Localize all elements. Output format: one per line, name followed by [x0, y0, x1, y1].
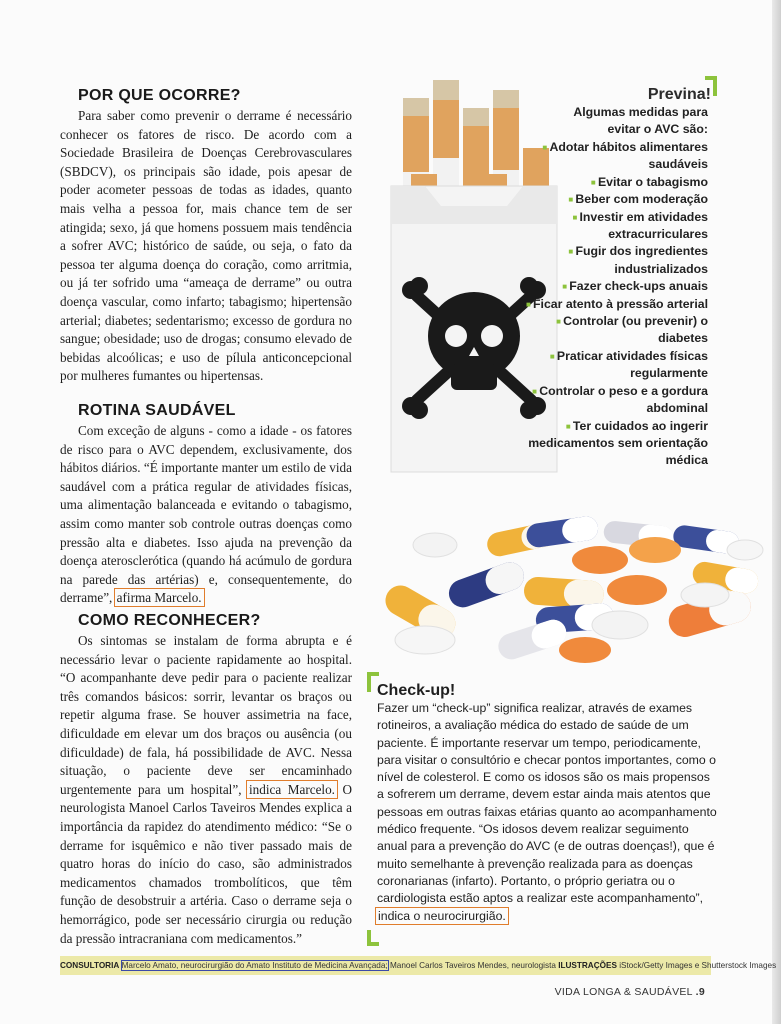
previna-item: ■ Praticar atividades físicas regularmente	[518, 348, 708, 383]
attribution-indica-neurocirurgiao: indica o neurocirurgião.	[378, 908, 506, 923]
previna-title: Previna!	[647, 86, 711, 103]
section-body-rotina-saudavel	[60, 422, 352, 608]
attribution-afirma-marcelo: afirma Marcelo.	[116, 590, 202, 606]
section-heading-como-reconhecer: COMO RECONHECER?	[78, 612, 261, 629]
credits-label: CONSULTORIA	[60, 961, 120, 970]
rotina-text: Com exceção de alguns - como a idade - os fatores de risco para o AVC dependem, exclusivamente, dos hábitos diários. “É importante manter um estilo de vida saudável com a prática regular de atividades físicas, uma alimentação balanceada e evitando o tabagismo, assim como manter sob controle outras doenças como pressão alta e diabetes. Isso ajuda na prevenção da doença aterosclerótica (quando há acúmulo de gordura na parede das artérias) e, consequentemente, do derrame”,	[60, 423, 352, 606]
credits-consultant-mendes: Manoel Carlos Taveiros Mendes, neurologista	[389, 961, 556, 970]
credits-consultant-amato: Marcelo Amato, neurocirurgião do Amato Instituto de Medicina Avançada;	[121, 961, 388, 970]
page-fold-shadow	[772, 0, 781, 1024]
checkup-title: Check-up!	[377, 682, 456, 699]
reconhecer-text-b: O neurologista Manoel Carlos Taveiros Mendes explica a importância da rapidez do atendimento médico: “Se o derrame for isquêmico e não tiver passado mais de quatro horas do início do caso, são administrados medicamentos chamados trombolíticos, que têm função de desobstruir a artéria. Caso o derrame seja o hemorrágico, pode ser necessário cirurgia ou redução da pressão intracraniana com medicamentos.”	[60, 781, 353, 946]
checkup-body: Fazer um “check-up” significa realizar, através de exames rotineiros, a avaliação médica do estado de saúde de um paciente. É importante reservar um tempo, periodicamente, para visitar o consultório e checar pontos importantes, como o nível de colesterol. E como os idosos são os mais propensos a sofrerem um derrame, devem estar ainda mais atentos que pessoas em outras faixas etárias quanto ao acompanhamento médico frequente. “Os idosos devem realizar seguimento anual para a prevenção do AVC (e de outras doenças!), que é muito semelhante à prevenção realizada para as doenças coronarianas (infarto). Portanto, o próprio geriatra ou o cardiologista estão aptos a realizar este acompanhamento”,	[377, 701, 717, 906]
footer-page-number: 9	[698, 986, 705, 998]
reconhecer-text-a: Os sintomas se instalam de forma abrupta e é necessário levar o paciente rapidamente ao hospital. “O acompanhante deve pedir para o paciente realizar três comandos básicos: sorrir, levantar os braços ou repetir alguma frase. Se houver assimetria na face, dificuldade em elevar um dos braços ou ausência (ou dificuldade) de fala, há possibilidade de AVC. Nessa situação, o paciente deve ser encaminhado urgentemente para um hospital”,	[60, 633, 352, 797]
checkup-corner-bracket-bottom	[367, 930, 379, 946]
credits-illustrations: iStock/Getty Images e Shutterstock Images	[619, 961, 777, 970]
previna-item: ■ Ficar atento à pressão arterial	[518, 296, 708, 313]
page-footer: VIDA LONGA & SAUDÁVEL .9	[554, 986, 705, 998]
credits-illustrations-label: ILUSTRAÇÕES	[558, 961, 617, 970]
previna-list	[518, 139, 708, 470]
section-heading-rotina-saudavel: ROTINA SAUDÁVEL	[78, 402, 236, 419]
previna-item: ■ Evitar o tabagismo	[518, 174, 708, 191]
previna-item: ■ Beber com moderação	[518, 191, 708, 208]
section-body-por-que-ocorre: Para saber como prevenir o derrame é necessário conhecer os fatores de risco. De acordo com a Sociedade Brasileira de Doenças Cerebrovasculares (SBDCV), os principais são idade, pois apesar de poder acometer pessoas de todas as idades, quanto mais velha a pessoa for, mais chance tem de ser atingida; sexo, já que homens possuem mais tendência a sofrer AVC; histórico de saúde, ou seja, o fato da pessoa ter alguma doença do coração, como arritmia, ou já ter sofrido uma “ameaça de derrame” ou outra doença vascular, como infarto; tabagismo; hipertensão arterial; diabetes; sedentarismo; excesso de gordura no sangue; obesidade; uso de drogas; consumo elevado de bebidas alcoólicas; e uso de pílula anticoncepcional por mulheres fumantes ou hipertensas.	[60, 108, 352, 384]
pills-capsules-illustration	[375, 490, 771, 680]
previna-item: ■ Ter cuidados ao ingerir medicamentos sem orientação médica	[518, 418, 708, 470]
previna-intro: Algumas medidas para evitar o AVC são:	[573, 105, 708, 137]
attribution-indica-marcelo: indica Marcelo.	[249, 781, 335, 797]
previna-item: ■ Fazer check-ups anuais	[518, 278, 708, 295]
pills-icon	[380, 515, 763, 663]
previna-item: ■ Fugir dos ingredientes industrializados	[518, 243, 708, 278]
previna-item: ■ Controlar o peso e a gordura abdominal	[518, 383, 708, 418]
footer-magazine-name: VIDA LONGA & SAUDÁVEL	[554, 986, 693, 998]
previna-item: ■ Adotar hábitos alimentares saudáveis	[518, 139, 708, 174]
section-heading-por-que-ocorre: POR QUE OCORRE?	[78, 87, 241, 104]
checkup-text	[377, 700, 717, 925]
credits-bar	[60, 956, 777, 975]
section-body-como-reconhecer	[60, 632, 352, 948]
previna-item: ■ Investir em atividades extracurriculares	[518, 209, 708, 244]
previna-item: ■ Controlar (ou prevenir) o diabetes	[518, 313, 708, 348]
